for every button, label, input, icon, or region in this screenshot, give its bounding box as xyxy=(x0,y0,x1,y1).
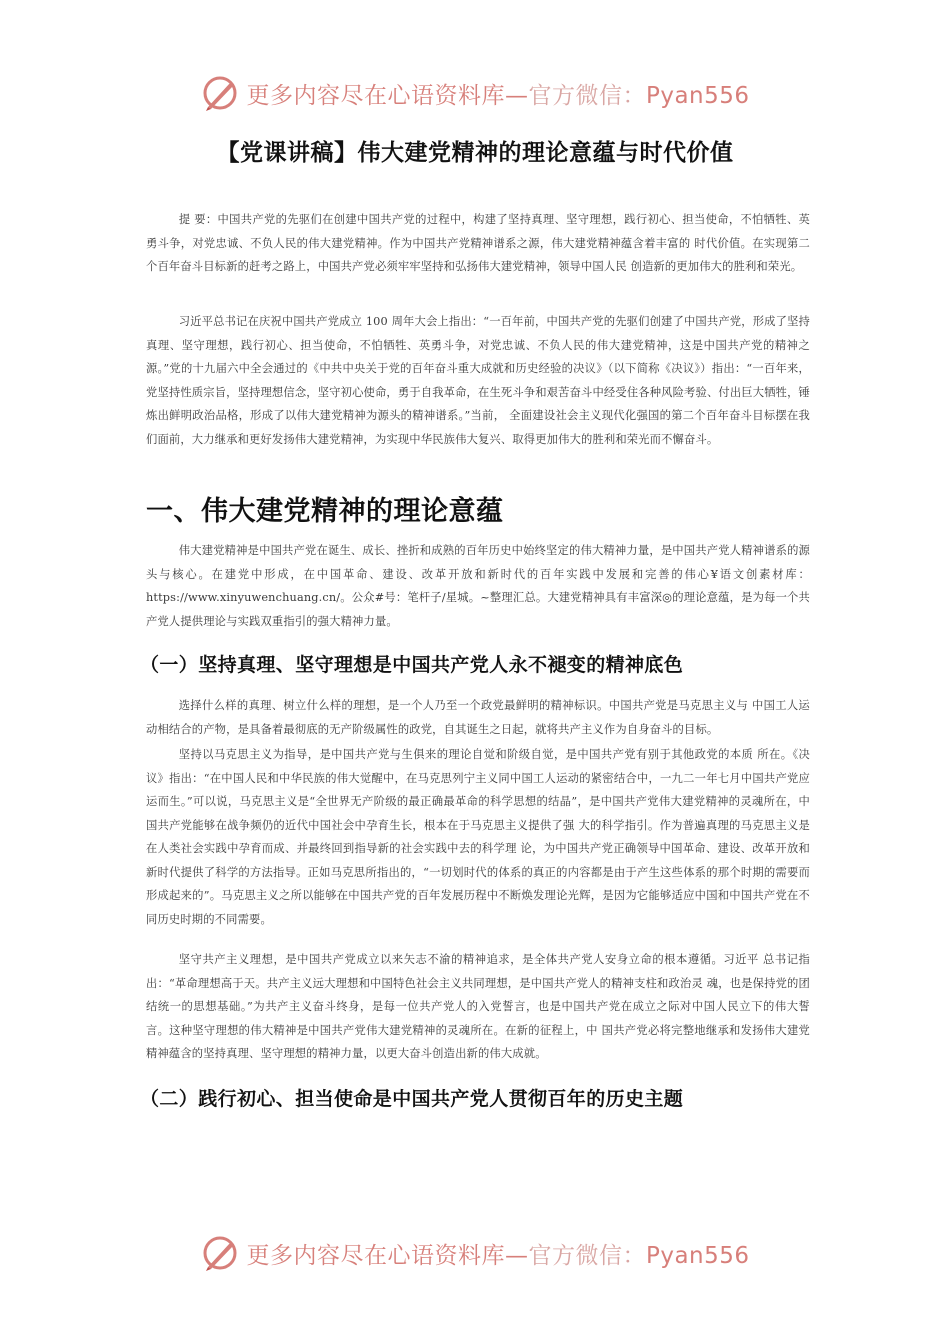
banner-text-id: Pyan556 xyxy=(645,82,750,109)
banner-text-id: Pyan556 xyxy=(645,1242,750,1269)
header-banner xyxy=(0,68,950,118)
banner-text-main: 更多内容尽在心语资料库— xyxy=(246,82,529,109)
banner-text-wechat: 官方微信： xyxy=(528,82,646,109)
banner-text-main: 更多内容尽在心语资料库— xyxy=(246,1242,529,1269)
intro-paragraph: 习近平总书记在庆祝中国共产党成立 100 周年大会上指出：“一百年前，中国共产党的先驱们创建了中国共产党，形成了坚持真理、坚守理想，践行初心、担当使命，不怕牺牲、英勇斗争，对党忠诚、不负人民的伟大建党精神，这是中国共产党的精神之源。”党的十九届六中全会通过的《中共中央关于党的百年奋斗重大成就和历史经验的决议》（以下简称《决议》）指出：“一百年来，党坚持性质宗旨，坚持理想信念，坚守初心使命，勇于自我革命，在生死斗争和艰苦奋斗中经受住各种风险考验、付出巨大牺牲，锤炼出鲜明政治品格，形成了以伟大建党精神为源头的精神谱系。”当前， 全面建设社会主义现代化强国的第二个百年奋斗目标摆在我们面前，大力继承和更好发扬伟大建党精神，为实现中华民族伟大复兴、取得更加伟大的胜利和荣光而不懈奋斗。 xyxy=(146,315,810,446)
section-heading-1: 一、伟大建党精神的理论意蕴 xyxy=(146,496,504,527)
subsection-heading-1: （一）坚持真理、坚守理想是中国共产党人永不褪变的精神底色 xyxy=(140,654,684,676)
banner-text xyxy=(246,77,749,110)
abstract-paragraph: 提 要：中国共产党的先驱们在创建中国共产党的过程中，构建了坚持真理、坚守理想，践行初心、担当使命，不怕牺牲、英勇斗争，对党忠诚、不负人民的伟大建党精神。作为中国共产党精神谱系之源，伟大建党精神蕴含着丰富的 时代价值。在实现第二个百年奋斗目标新的赶考之路上，中国共产党必须牢牢坚持和弘扬伟大建党精神，领导中国人民 创造新的更加伟大的胜利和荣光。 xyxy=(146,213,810,273)
subsection-1-paragraph-2: 坚持以马克思主义为指导，是中国共产党与生俱来的理论自觉和阶级自觉，是中国共产党有别于其他政党的本质 所在。《决议》指出：“在中国人民和中华民族的伟大觉醒中，在马克思列宁主义同中国工人运动的紧密结合中，一九二一年七月中国共产党应运而生。”可以说，马克思主义是“全世界无产阶级的最正确最革命的科学思想的结晶”，是中国共产党伟大建党精神的灵魂所在，中国共产党能够在战争频仍的近代中国社会中孕育生长，根本在于马克思主义提供了强 大的科学指引。作为普遍真理的马克思主义是在人类社会实践中孕育而成、并最终回到指导新的社会实践中去的科学理 论，为中国共产党正确领导中国革命、建设、改革开放和新时代提供了科学的方法指导。正如马克思所指出的，“一切划时代的体系的真正的内容都是由于产生这些体系的那个时期的需要而形成起来的”。马克思主义之所以能够在中国共产党的百年发展历程中不断焕发理论光辉，是因为它能够适应中国和中国共产党在不同历史时期的不同需要。 xyxy=(146,748,810,926)
pen-logo-icon xyxy=(200,73,240,113)
subsection-1-paragraph-3: 坚守共产主义理想，是中国共产党成立以来矢志不渝的精神追求，是全体共产党人安身立命的根本遵循。习近平 总书记指出：“革命理想高于天。共产主义远大理想和中国特色社会主义共同理想，是中国共产党人的精神支柱和政治灵 魂，也是保持党的团结统一的思想基础。”为共产主义奋斗终身，是每一位共产党人的入党誓言，也是中国共产党在成立之际对中国人民立下的伟大誓言。这种坚守理想的伟大精神是中国共产党伟大建党精神的灵魂所在。在新的征程上，中 国共产党必将完整地继承和发扬伟大建党精神蕴含的坚持真理、坚守理想的精神力量，以更大奋斗创造出新的伟大成就。 xyxy=(146,953,810,1060)
pen-logo-icon xyxy=(200,1233,240,1273)
subsection-heading-2: （二）践行初心、担当使命是中国共产党人贯彻百年的历史主题 xyxy=(140,1088,684,1110)
document-title: 【党课讲稿】伟大建党精神的理论意蕴与时代价值 xyxy=(216,140,734,166)
subsection-1-paragraph-1: 选择什么样的真理、树立什么样的理想，是一个人乃至一个政党最鲜明的精神标识。中国共产党是马克思主义与 中国工人运动相结合的产物，是具备着最彻底的无产阶级属性的政党，自其诞生之日起，就将共产主义作为自身奋斗的目标。 xyxy=(146,699,810,736)
section-1-paragraph: 伟大建党精神是中国共产党在诞生、成长、挫折和成熟的百年历史中始终坚定的伟大精神力量，是中国共产党人精神谱系的源头与核心。在建党中形成，在中国革命、建设、改革开放和新时代的百年实践中发展和完善的伟心¥语文创素材库：https://www.xinyuwenchuang.cn/。公众#号：笔杆子/星城。~整理汇总。大建党精神具有丰富深◎的理论意蕴，是为每一个共产党人提供理论与实践双重指引的强大精神力量。 xyxy=(146,544,810,628)
footer-banner xyxy=(0,1228,950,1278)
banner-content xyxy=(200,1233,749,1273)
banner-content xyxy=(200,73,749,113)
banner-text xyxy=(246,1237,749,1270)
banner-text-wechat: 官方微信： xyxy=(528,1242,646,1269)
